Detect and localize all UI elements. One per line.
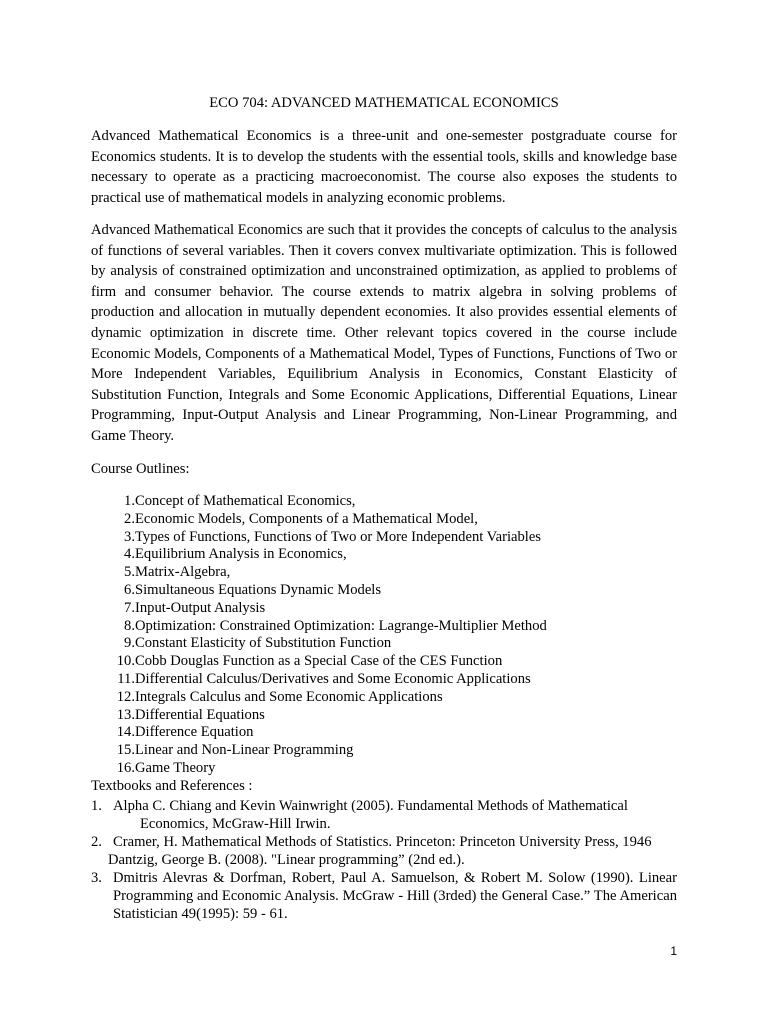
list-item: 12. Integrals Calculus and Some Economic Applications [116, 688, 443, 705]
list-item: 1. Concept of Mathematical Economics, [124, 493, 356, 509]
page-number: 1 [670, 944, 677, 958]
list-item: 16. Game Theory [116, 759, 216, 776]
reference-item: 2. Cramer, H. Mathematical Methods of Statistics. Princeton: Princeton University Press, 1946 Dantzig, George B. (2008). "Linear programming” (2nd ed.). [91, 834, 652, 868]
course-outline-list [91, 493, 681, 778]
list-item: 5. Matrix-Algebra, [124, 564, 231, 581]
description-paragraph: Advanced Mathematical Economics are such that it provides the concepts of calculus to the analysis of functions of several variables. Then it covers convex multivariate optimization. This is followed by analysis of constrained optimization and unconstrained optimization, as applied to problems of firm and consumer behavior. The course extends to matrix algebra in solving problems of production and allocation in mutually dependent economies. It also provides essential elements of dynamic optimization in discrete time. Other relevant topics covered in the course include Economic Models, Components of a Mathematical Model, Types of Functions, Functions of Two or More Independent Variables, Equilibrium Analysis in Economics, Constant Elasticity of Substitution Function, Integrals and Some Economic Applications, Differential Equations, Linear Programming, Input-Output Analysis and Linear Programming, Non-Linear Programming, and Game Theory. [91, 222, 677, 444]
course-outlines-heading: Course Outlines: [91, 461, 190, 477]
list-item: 4. Equilibrium Analysis in Economics, [124, 546, 347, 563]
list-item: 13. Differential Equations [116, 706, 265, 723]
list-item: 14. Difference Equation [116, 724, 254, 741]
list-item: 9. Constant Elasticity of Substitution Function [124, 635, 392, 652]
list-item: 8. Optimization: Constrained Optimization: Lagrange-Multiplier Method [124, 617, 547, 634]
references-list [91, 797, 677, 923]
list-item: 2. Economic Models, Components of a Mathematical Model, [124, 510, 478, 527]
list-item: 3. Types of Functions, Functions of Two or More Independent Variables [124, 528, 541, 545]
list-item: 6. Simultaneous Equations Dynamic Models [124, 581, 382, 598]
list-item: 10. Cobb Douglas Function as a Special Case of the CES Function [116, 653, 503, 670]
list-item: 15. Linear and Non-Linear Programming [116, 742, 354, 759]
reference-item: 1. Alpha C. Chiang and Kevin Wainwright (2005). Fundamental Methods of Mathematical Economics, McGraw-Hill Irwin. [91, 798, 628, 832]
list-item: 7. Input-Output Analysis [124, 599, 266, 616]
reference-item: 3. Dmitris Alevras & Dorfman, Robert, Paul A. Samuelson, & Robert M. Solow (1990). Linear Programming and Economic Analysis. McGraw - Hill (3rded) the General Case.” The American Statistician 49(1995): 59 - 61. [91, 870, 677, 922]
document-title: ECO 704: ADVANCED MATHEMATICAL ECONOMICS [209, 95, 559, 111]
references-heading: Textbooks and References : [91, 778, 253, 794]
list-item: 11. Differential Calculus/Derivatives and Some Economic Applications [117, 670, 531, 687]
intro-paragraph: Advanced Mathematical Economics is a three-unit and one-semester postgraduate course for Economics students. It is to develop the students with the essential tools, skills and knowledge base necessary to operate as a practicing macroeconomist. The course also exposes the students to practical use of mathematical models in analyzing economic problems. [91, 128, 677, 206]
